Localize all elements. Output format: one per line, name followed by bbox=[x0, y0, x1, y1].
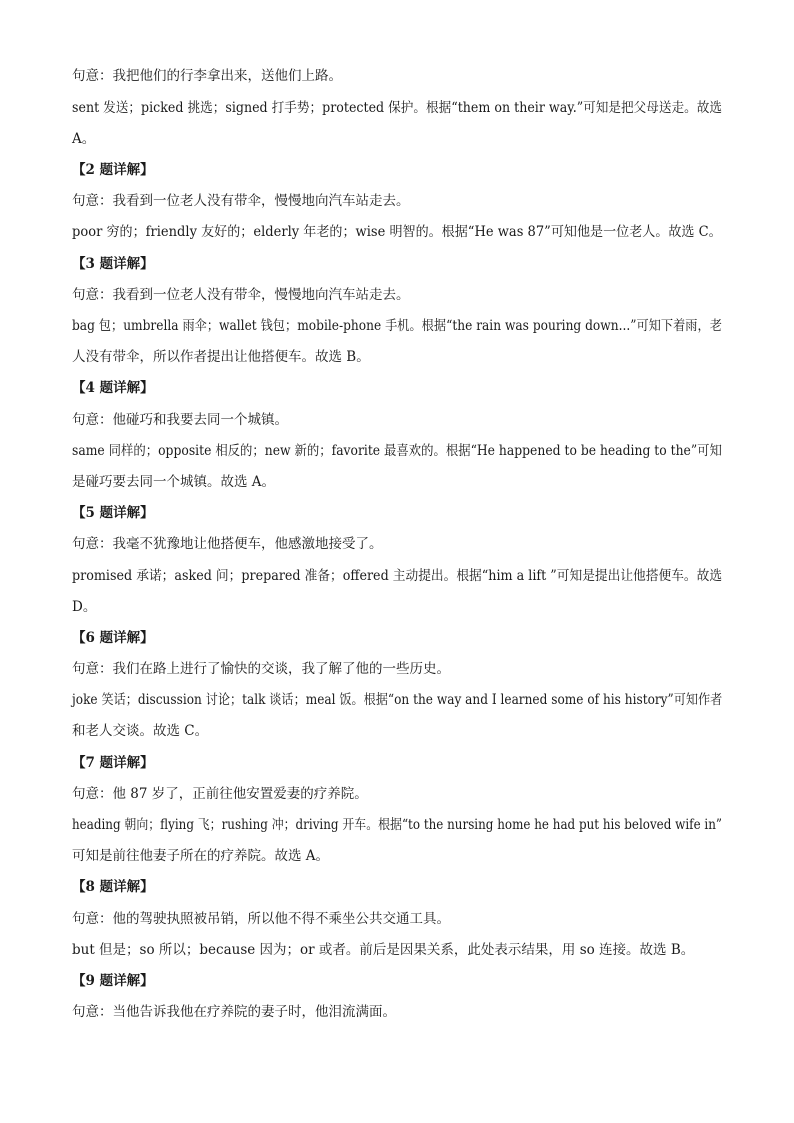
line-6: poor 穷的；friendly 友好的；elderly 年老的；wise 明智的。根据“He was 87”可知他是一位老人。故选 C。 bbox=[72, 224, 722, 240]
line-10: 人没有带伞，所以作者提出让他搭便车。故选 B。 bbox=[72, 349, 370, 365]
line-28: 句意：他的驾驶执照被吊销，所以他不得不乘坐公共交通工具。 bbox=[72, 911, 450, 927]
section-heading-6: 【6 题详解】 bbox=[72, 630, 154, 646]
line-25: heading 朝向；flying 飞；rushing 冲；driving 开车。根据“to the nursing home he had put his beloved wife in” bbox=[72, 817, 723, 833]
line-14: 是碰巧要去同一个城镇。故选 A。 bbox=[72, 474, 276, 490]
line-21: joke 笑话；discussion 讨论；talk 谈话；meal 饭。根据“on the way and I learned some of his history”可知作者 bbox=[72, 692, 723, 708]
line-17: promised 承诺；asked 问；prepared 准备；offered 主动提出。根据“him a lift ”可知是提出让他搭便车。故选 bbox=[72, 568, 723, 584]
line-18: D。 bbox=[72, 599, 97, 615]
section-heading-4: 【4 题详解】 bbox=[72, 380, 154, 396]
line-5: 句意：我看到一位老人没有带伞，慢慢地向汽车站走去。 bbox=[72, 193, 410, 209]
line-12: 句意：他碰巧和我要去同一个城镇。 bbox=[72, 412, 288, 428]
line-22: 和老人交谈。故选 C。 bbox=[72, 723, 209, 739]
line-31: 句意：当他告诉我他在疗养院的妻子时，他泪流满面。 bbox=[72, 1004, 396, 1020]
section-heading-9: 【9 题详解】 bbox=[72, 973, 154, 989]
section-heading-8: 【8 题详解】 bbox=[72, 879, 154, 895]
line-16: 句意：我毫不犹豫地让他搭便车，他感激地接受了。 bbox=[72, 536, 383, 552]
line-29: but 但是；so 所以；because 因为；or 或者。前后是因果关系，此处表示结果，用 so 连接。故选 B。 bbox=[72, 942, 695, 958]
line-24: 句意：他 87 岁了，正前往他安置爱妻的疗养院。 bbox=[72, 786, 368, 802]
line-8: 句意：我看到一位老人没有带伞，慢慢地向汽车站走去。 bbox=[72, 287, 410, 303]
section-heading-2: 【2 题详解】 bbox=[72, 162, 154, 178]
section-heading-7: 【7 题详解】 bbox=[72, 755, 154, 771]
line-3: A。 bbox=[72, 131, 96, 147]
line-26: 可知是前往他妻子所在的疗养院。故选 A。 bbox=[72, 848, 330, 864]
line-9: bag 包；umbrella 雨伞；wallet 钱包；mobile-phone 手机。根据“the rain was pouring down...”可知下着雨，老 bbox=[72, 318, 722, 334]
section-heading-5: 【5 题详解】 bbox=[72, 505, 154, 521]
line-2: sent 发送；picked 挑选；signed 打手势；protected 保护。根据“them on their way.”可知是把父母送走。故选 bbox=[72, 100, 723, 116]
line-13: same 同样的；opposite 相反的；new 新的；favorite 最喜欢的。根据“He happened to be heading to the”可知 bbox=[72, 443, 722, 459]
line-1: 句意：我把他们的行李拿出来，送他们上路。 bbox=[72, 68, 342, 84]
line-20: 句意：我们在路上进行了愉快的交谈，我了解了他的一些历史。 bbox=[72, 661, 450, 677]
section-heading-3: 【3 题详解】 bbox=[72, 256, 154, 272]
